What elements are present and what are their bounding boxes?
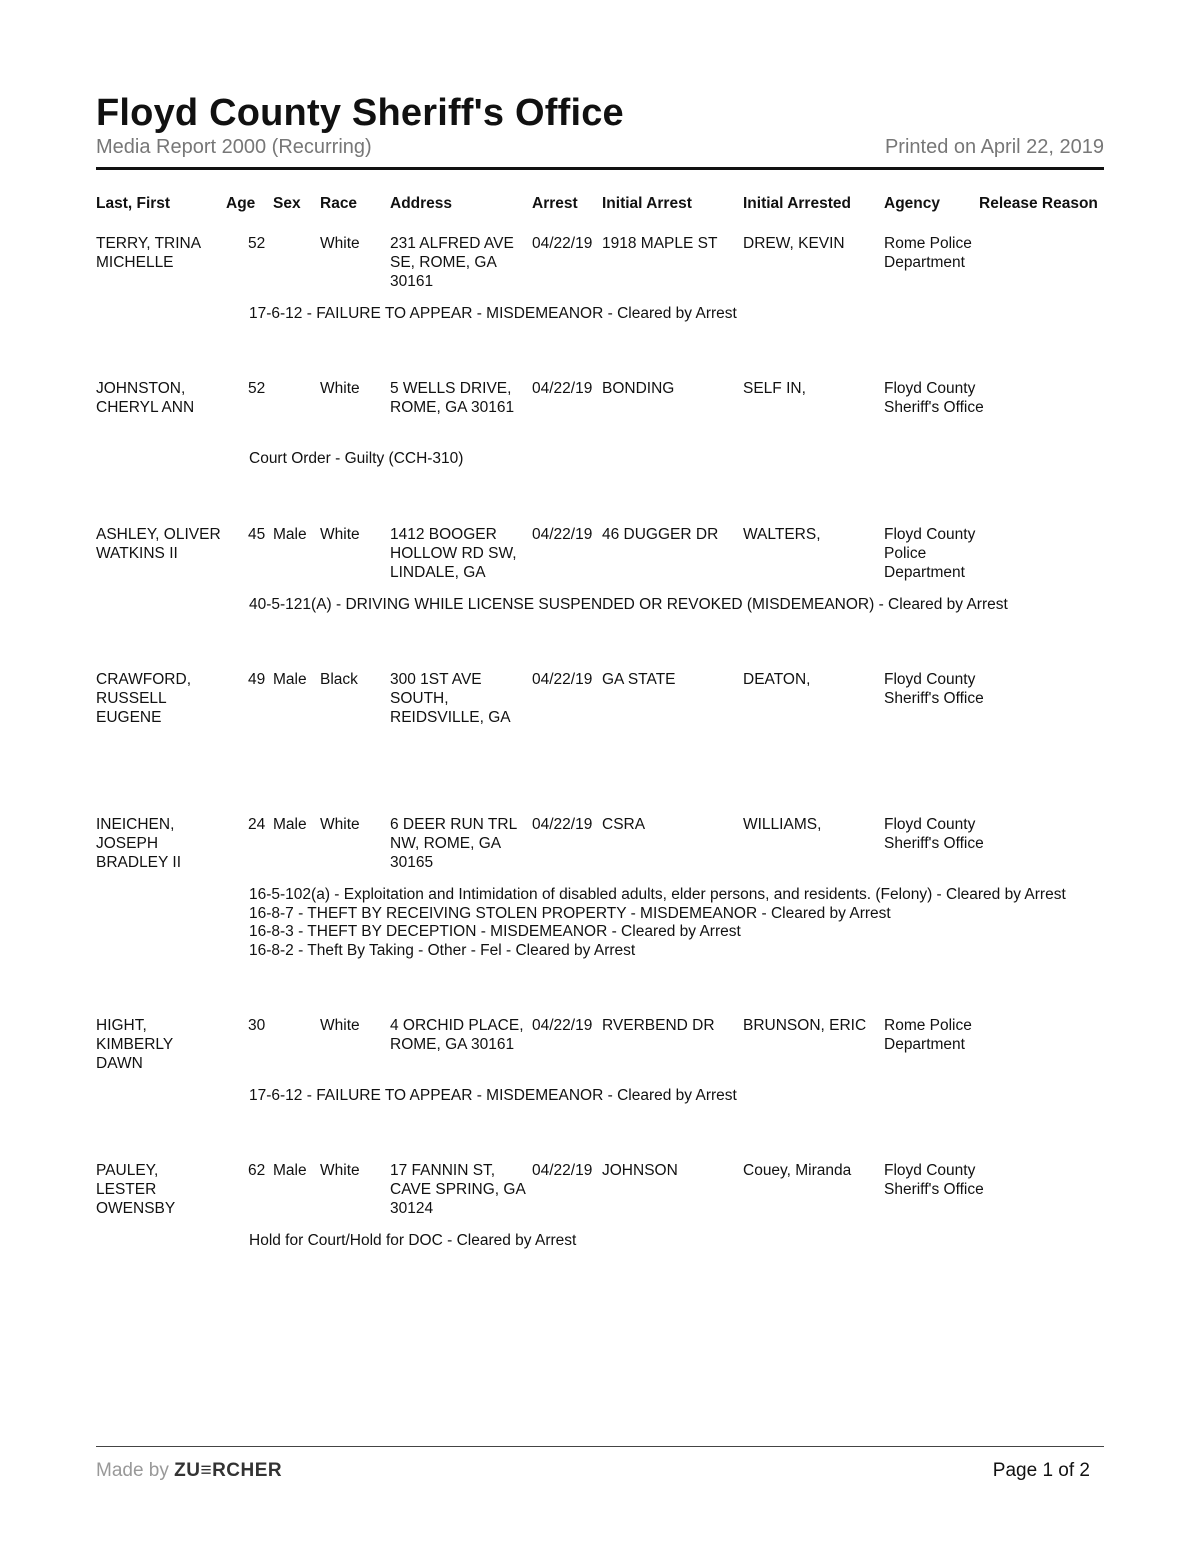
cell-agency: Floyd County Sheriff's Office bbox=[884, 671, 984, 707]
cell-sex: Male bbox=[273, 671, 307, 688]
cell-race: White bbox=[320, 816, 360, 833]
charges-text: 17-6-12 - FAILURE TO APPEAR - MISDEMEANOR - Cleared by Arrest bbox=[249, 305, 737, 322]
cell-initial-arrested: SELF IN, bbox=[743, 380, 806, 397]
charges-text: 40-5-121(A) - DRIVING WHILE LICENSE SUSPENDED OR REVOKED (MISDEMEANOR) - Cleared by Arrest bbox=[249, 596, 1008, 613]
cell-sex: Male bbox=[273, 1162, 307, 1179]
made-by bbox=[96, 1460, 282, 1482]
cell-agency: Floyd County Sheriff's Office bbox=[884, 816, 984, 852]
cell-address: 1412 BOOGER HOLLOW RD SW, LINDALE, GA bbox=[390, 526, 517, 581]
cell-name: ASHLEY, OLIVER WATKINS II bbox=[96, 526, 221, 562]
cell-address: 6 DEER RUN TRL NW, ROME, GA 30165 bbox=[390, 816, 518, 871]
cell-arrest: 04/22/19 bbox=[532, 1162, 593, 1179]
cell-initial-arrested: DEATON, bbox=[743, 671, 811, 688]
cell-initial-arrested: WALTERS, bbox=[743, 526, 821, 543]
cell-arrest: 04/22/19 bbox=[532, 816, 593, 833]
cell-initial-arrest: RVERBEND DR bbox=[602, 1017, 715, 1034]
cell-address: 4 ORCHID PLACE, ROME, GA 30161 bbox=[390, 1017, 524, 1053]
cell-agency: Floyd County Police Department bbox=[884, 526, 976, 581]
cell-address: 231 ALFRED AVE SE, ROME, GA 30161 bbox=[390, 235, 514, 290]
col-initial-arrested-header: Initial Arrested bbox=[743, 195, 851, 212]
cell-initial-arrested: WILLIAMS, bbox=[743, 816, 822, 833]
cell-arrest: 04/22/19 bbox=[532, 526, 593, 543]
footer-rule bbox=[96, 1446, 1104, 1447]
header-rule bbox=[96, 167, 1104, 170]
report-title: Floyd County Sheriff's Office bbox=[96, 92, 624, 134]
cell-age: 62 bbox=[248, 1162, 266, 1179]
page-number: Page 1 of 2 bbox=[992, 1460, 1090, 1481]
cell-age: 52 bbox=[248, 235, 266, 252]
charges-text: 17-6-12 - FAILURE TO APPEAR - MISDEMEANOR - Cleared by Arrest bbox=[249, 1087, 737, 1104]
col-release-reason-header: Release Reason bbox=[979, 195, 1098, 212]
col-sex-header: Sex bbox=[273, 195, 301, 212]
cell-age: 30 bbox=[248, 1017, 266, 1034]
cell-sex: Male bbox=[273, 526, 307, 543]
cell-race: White bbox=[320, 526, 360, 543]
printed-date: Printed on April 22, 2019 bbox=[884, 136, 1104, 158]
cell-age: 49 bbox=[248, 671, 266, 688]
charges-text: 16-5-102(a) - Exploitation and Intimidation of disabled adults, elder persons, and residents. (Felony) - Cleared by Arrest 16-8-7 - THEFT BY RECEIVING STOLEN PROPERTY - MISDEMEANOR - Cleared by Arrest 16-8-3 - THEFT BY DECEPTION - MISDEMEANOR - Cleared by Arrest 16-8-2 - Theft By Taking - Other - Fel - Cleared by Arrest bbox=[249, 886, 1066, 959]
cell-arrest: 04/22/19 bbox=[532, 1017, 593, 1034]
report-subtitle: Media Report 2000 (Recurring) bbox=[96, 136, 372, 158]
cell-address: 5 WELLS DRIVE, ROME, GA 30161 bbox=[390, 380, 515, 416]
cell-name: JOHNSTON, CHERYL ANN bbox=[96, 380, 195, 416]
cell-race: White bbox=[320, 380, 360, 397]
cell-address: 17 FANNIN ST, CAVE SPRING, GA 30124 bbox=[390, 1162, 526, 1217]
cell-initial-arrest: BONDING bbox=[602, 380, 675, 397]
cell-initial-arrested: Couey, Miranda bbox=[743, 1162, 852, 1179]
cell-initial-arrested: BRUNSON, ERIC bbox=[743, 1017, 867, 1034]
cell-agency: Rome Police Department bbox=[884, 1017, 972, 1053]
cell-sex: Male bbox=[273, 816, 307, 833]
cell-initial-arrest: JOHNSON bbox=[602, 1162, 678, 1179]
charges-text: Court Order - Guilty (CCH-310) bbox=[249, 450, 464, 467]
cell-name: INEICHEN, JOSEPH BRADLEY II bbox=[96, 816, 182, 871]
cell-name: HIGHT, KIMBERLY DAWN bbox=[96, 1017, 174, 1072]
charges-text: Hold for Court/Hold for DOC - Cleared by Arrest bbox=[249, 1232, 577, 1249]
cell-initial-arrest: 1918 MAPLE ST bbox=[602, 235, 718, 252]
cell-name: CRAWFORD, RUSSELL EUGENE bbox=[96, 671, 191, 726]
cell-race: White bbox=[320, 235, 360, 252]
cell-age: 45 bbox=[248, 526, 266, 543]
cell-arrest: 04/22/19 bbox=[532, 235, 593, 252]
cell-age: 24 bbox=[248, 816, 266, 833]
cell-initial-arrested: DREW, KEVIN bbox=[743, 235, 845, 252]
made-by-label: Made by bbox=[96, 1460, 169, 1481]
zuercher-logo: ZU≡RCHER bbox=[174, 1460, 283, 1481]
col-arrest-header: Arrest bbox=[532, 195, 578, 212]
cell-agency: Floyd County Sheriff's Office bbox=[884, 380, 984, 416]
cell-race: Black bbox=[320, 671, 358, 688]
cell-age: 52 bbox=[248, 380, 266, 397]
cell-arrest: 04/22/19 bbox=[532, 671, 593, 688]
cell-race: White bbox=[320, 1162, 360, 1179]
col-race-header: Race bbox=[320, 195, 358, 212]
cell-arrest: 04/22/19 bbox=[532, 380, 593, 397]
cell-initial-arrest: 46 DUGGER DR bbox=[602, 526, 719, 543]
cell-address: 300 1ST AVE SOUTH, REIDSVILLE, GA bbox=[390, 671, 511, 726]
cell-agency: Floyd County Sheriff's Office bbox=[884, 1162, 984, 1198]
cell-name: PAULEY, LESTER OWENSBY bbox=[96, 1162, 176, 1217]
cell-initial-arrest: GA STATE bbox=[602, 671, 676, 688]
cell-initial-arrest: CSRA bbox=[602, 816, 646, 833]
cell-race: White bbox=[320, 1017, 360, 1034]
col-age-header: Age bbox=[226, 195, 256, 212]
col-last-first-header: Last, First bbox=[96, 195, 171, 212]
cell-agency: Rome Police Department bbox=[884, 235, 972, 271]
col-initial-arrest-header: Initial Arrest bbox=[602, 195, 692, 212]
col-address-header: Address bbox=[390, 195, 453, 212]
col-agency-header: Agency bbox=[884, 195, 940, 212]
cell-name: TERRY, TRINA MICHELLE bbox=[96, 235, 202, 271]
